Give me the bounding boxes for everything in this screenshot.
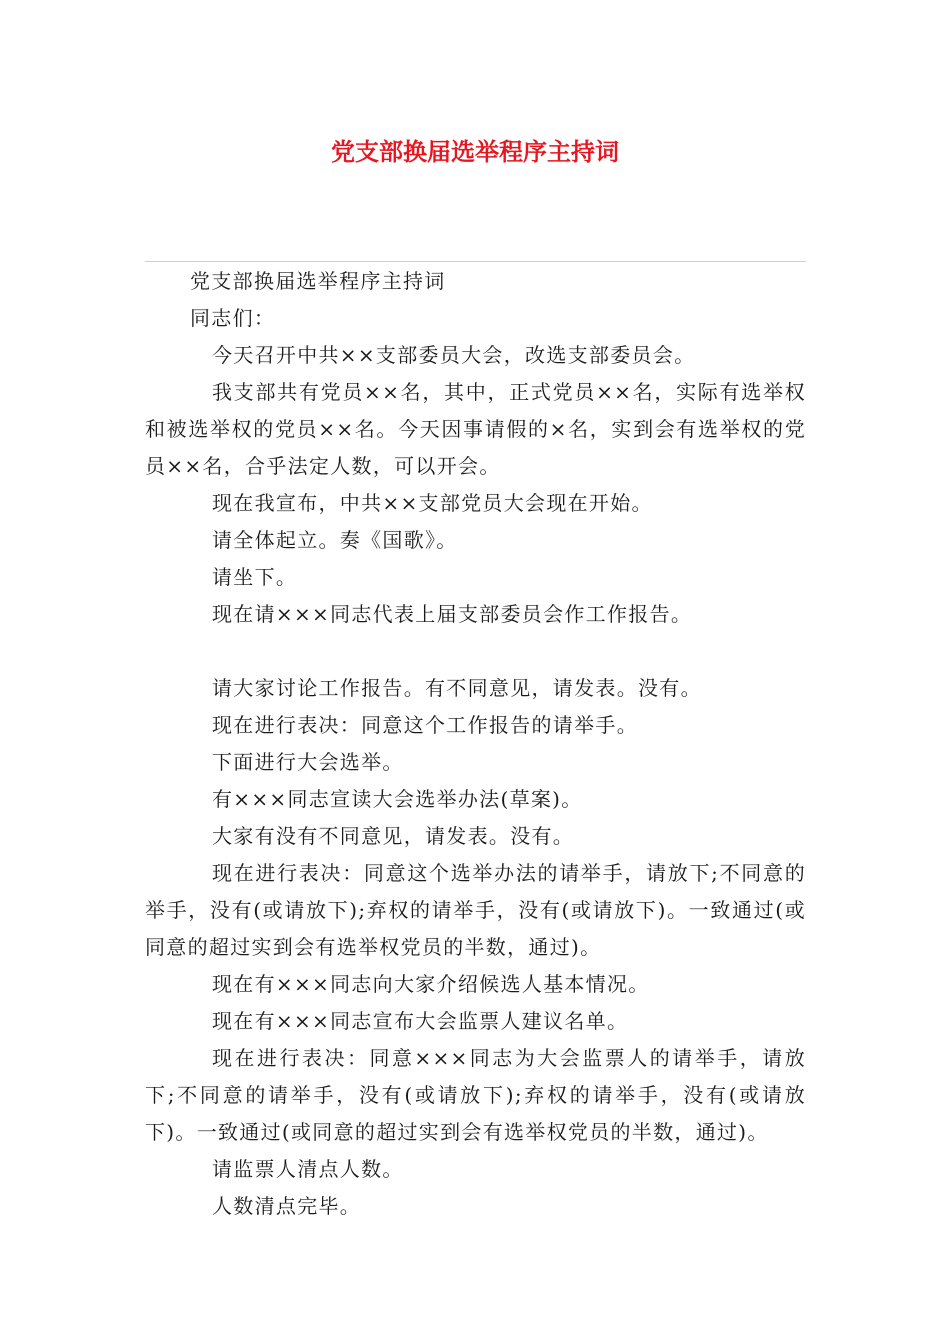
paragraph: 请坐下。 — [212, 565, 298, 589]
paragraph: 现在进行表决：同意这个工作报告的请举手。 — [212, 713, 638, 737]
paragraph: 大家有没有不同意见，请发表。没有。 — [212, 824, 575, 848]
paragraph: 今天召开中共××支部委员大会，改选支部委员会。 — [212, 343, 696, 367]
paragraph: 有×××同志宣读大会选举办法(草案)。 — [212, 787, 583, 811]
paragraph: 现在请×××同志代表上届支部委员会作工作报告。 — [212, 602, 693, 626]
paragraph: 请大家讨论工作报告。有不同意见，请发表。没有。 — [212, 676, 702, 700]
paragraph: 现在进行表决：同意×××同志为大会监票人的请举手，请放下;不同意的请举手，没有(或请放下);弃权的请举手，没有(或请放下)。一致通过(或同意的超过实到会有选举权党员的半数，通过)。 — [145, 1046, 806, 1144]
paragraph: 请全体起立。奏《国歌》。 — [212, 528, 458, 552]
body-heading: 党支部换届选举程序主持词 — [190, 269, 446, 293]
paragraph: 人数清点完毕。 — [212, 1194, 362, 1218]
document-body — [145, 263, 806, 1225]
header-divider — [145, 261, 806, 262]
paragraph: 我支部共有党员××名，其中，正式党员××名，实际有选举权和被选举权的党员××名。今天因事请假的×名，实到会有选举权的党员××名，合乎法定人数，可以开会。 — [145, 380, 806, 478]
paragraph: 请监票人清点人数。 — [212, 1157, 404, 1181]
blank-line — [145, 633, 806, 670]
document-title: 党支部换届选举程序主持词 — [331, 138, 619, 166]
paragraph: 现在有×××同志宣布大会监票人建议名单。 — [212, 1009, 629, 1033]
paragraph: 现在我宣布，中共××支部党员大会现在开始。 — [212, 491, 653, 515]
paragraph: 现在有×××同志向大家介绍候选人基本情况。 — [212, 972, 650, 996]
salutation: 同志们： — [190, 306, 276, 330]
paragraph: 下面进行大会选举。 — [212, 750, 404, 774]
paragraph: 现在进行表决：同意这个选举办法的请举手，请放下;不同意的举手，没有(或请放下);弃权的请举手，没有(或请放下)。一致通过(或同意的超过实到会有选举权党员的半数，通过)。 — [145, 861, 806, 959]
